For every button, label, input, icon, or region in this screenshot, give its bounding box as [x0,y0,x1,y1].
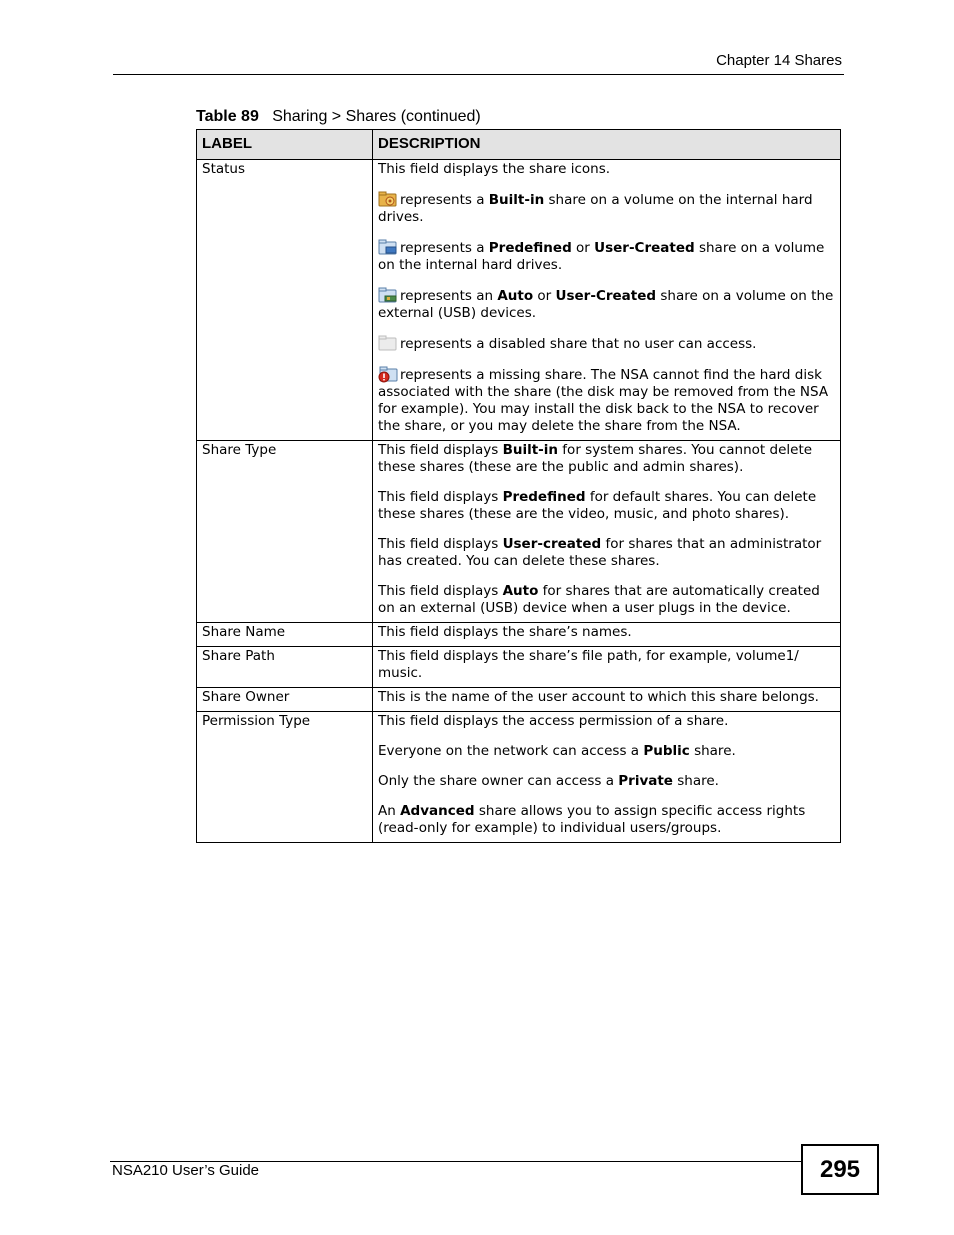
table-caption [196,108,481,126]
desc-paragraph: represents a missing share. The NSA cannot find the hard disk associated with the share (the disk may be removed from the NSA for example). You may install the disk back to the NSA to recover the share, or you may delete the share from the NSA. [378,367,829,434]
table-number: Table 89 [196,108,259,125]
row-description: This is the name of the user account to which this share belongs. [373,688,841,712]
description-column-header: DESCRIPTION [373,130,841,160]
desc-paragraph: This field displays Auto for shares that are automatically created on an external (USB) device when a user plugs in the device. [378,583,820,616]
row-description [373,712,841,843]
guide-title: NSA210 User’s Guide [112,1162,260,1179]
row-label: Permission Type [197,712,373,843]
chapter-header: Chapter 14 Shares [716,52,842,69]
desc-paragraph: represents an Auto or User-Created share on a volume on the external (USB) devices. [378,288,834,321]
page-number: 295 [801,1144,879,1195]
row-description [373,160,841,441]
row-description: This field displays the share’s names. [373,623,841,647]
predefined-share-icon [378,239,398,256]
row-description [373,441,841,623]
table-row-status [197,160,841,441]
desc-paragraph: represents a Built-in share on a volume on the internal hard drives. [378,192,813,225]
desc-paragraph: represents a Predefined or User-Created share on a volume on the internal hard drives. [378,240,825,273]
auto-share-icon [378,287,398,304]
header-rule [113,74,844,75]
desc-paragraph: This field displays the access permission of a share. [378,713,729,729]
table-row-permission-type [197,712,841,843]
desc-paragraph: An Advanced share allows you to assign specific access rights (read-only for example) to individual users/groups. [378,803,806,836]
desc-paragraph: Everyone on the network can access a Public share. [378,743,736,759]
row-label: Share Path [197,647,373,688]
table-header-row [197,130,841,160]
row-label: Status [197,160,373,441]
row-label: Share Type [197,441,373,623]
row-label: Share Name [197,623,373,647]
label-column-header: LABEL [197,130,373,160]
table-title: Sharing > Shares (continued) [272,108,481,125]
desc-paragraph: Only the share owner can access a Private share. [378,773,719,789]
disabled-share-icon [378,335,398,352]
desc-paragraph: This field displays User-created for shares that an administrator has created. You can delete these shares. [378,536,822,569]
shares-table [196,129,841,843]
row-label: Share Owner [197,688,373,712]
table-row-share-path [197,647,841,688]
built-in-share-icon [378,191,398,208]
desc-paragraph: represents a disabled share that no user can access. [378,335,835,353]
table-row-share-name [197,623,841,647]
desc-paragraph: This field displays the share icons. [378,161,611,177]
table-row-share-type [197,441,841,623]
row-description: This field displays the share’s file path, for example, volume1/ music. [373,647,841,688]
desc-paragraph: This field displays Predefined for default shares. You can delete these shares (these are the video, music, and photo shares). [378,489,817,522]
missing-share-icon [378,366,398,383]
table-row-share-owner [197,688,841,712]
desc-paragraph: This field displays Built-in for system shares. You cannot delete these shares (these are the public and admin shares). [378,442,813,475]
